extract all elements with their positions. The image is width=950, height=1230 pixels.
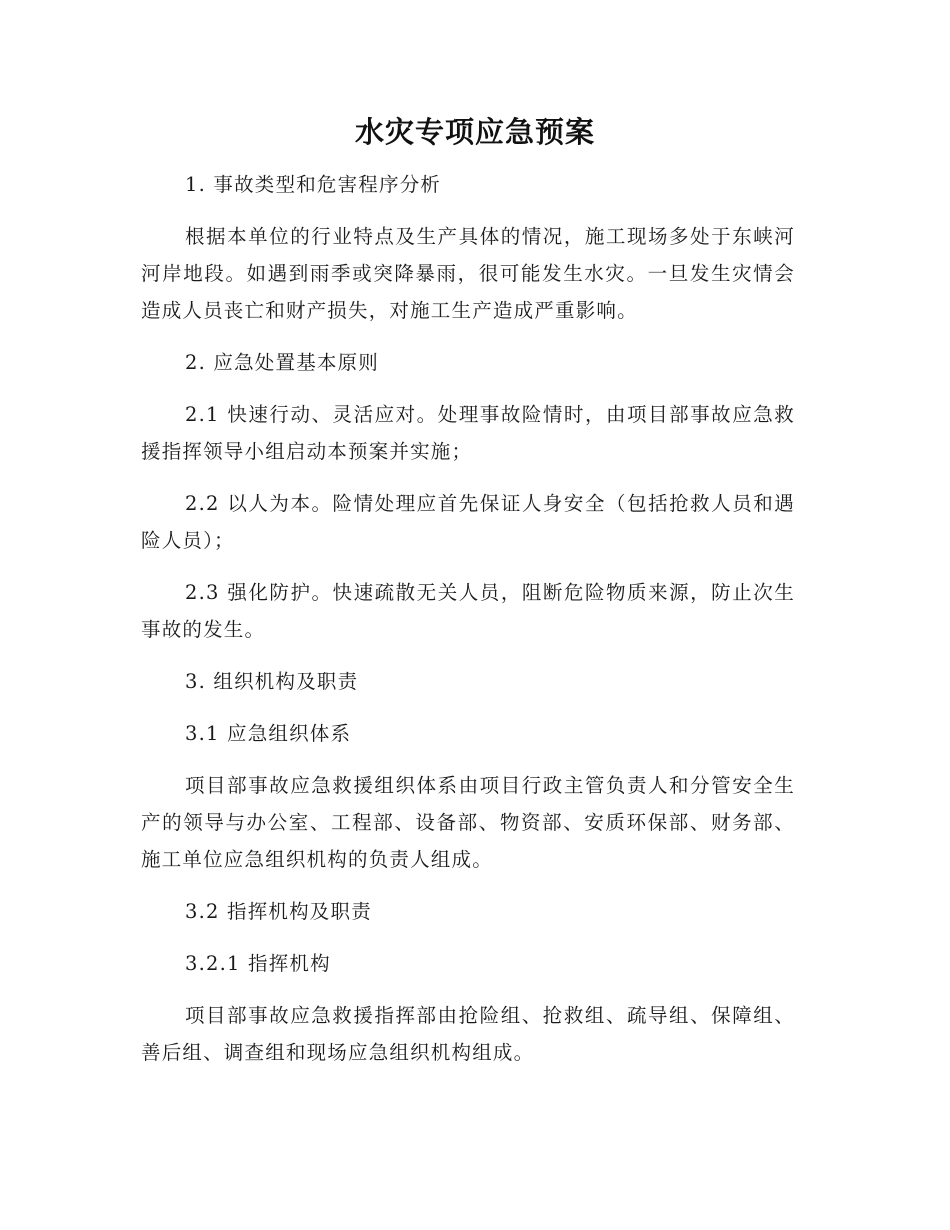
body-paragraph: 2.3 强化防护。快速疏散无关人员，阻断危险物质来源，防止次生事故的发生。: [141, 581, 795, 641]
section-heading-2: 2. 应急处置基本原则: [185, 351, 380, 374]
document-title: 水灾专项应急预案: [354, 115, 595, 149]
document-body: [141, 166, 795, 1071]
body-paragraph: 根据本单位的行业特点及生产具体的情况，施工现场多处于东峡河河岸地段。如遇到雨季或突降暴雨，很可能发生水灾。一旦发生灾情会造成人员丧亡和财产损失，对施工生产造成严重影响。: [141, 225, 795, 322]
section-heading-3: 3. 组织机构及职责: [185, 670, 359, 693]
body-paragraph: 项目部事故应急救援组织体系由项目行政主管负责人和分管安全生产的领导与办公室、工程部、设备部、物资部、安质环保部、财务部、施工单位应急组织机构的负责人组成。: [141, 774, 795, 871]
subsection-heading-3-1: 3.1 应急组织体系: [185, 722, 352, 745]
section-heading-1: 1. 事故类型和危害程序分析: [185, 173, 442, 196]
subsection-heading-3-2: 3.2 指挥机构及职责: [185, 900, 372, 923]
body-paragraph: 项目部事故应急救援指挥部由抢险组、抢救组、疏导组、保障组、善后组、调查组和现场应急组织机构组成。: [141, 1004, 795, 1064]
subsection-heading-3-2-1: 3.2.1 指挥机构: [185, 952, 331, 975]
body-paragraph: 2.1 快速行动、灵活应对。处理事故险情时，由项目部事故应急救援指挥领导小组启动本预案并实施；: [141, 403, 795, 463]
body-paragraph: 2.2 以人为本。险情处理应首先保证人身安全（包括抢救人员和遇险人员）；: [141, 492, 795, 552]
